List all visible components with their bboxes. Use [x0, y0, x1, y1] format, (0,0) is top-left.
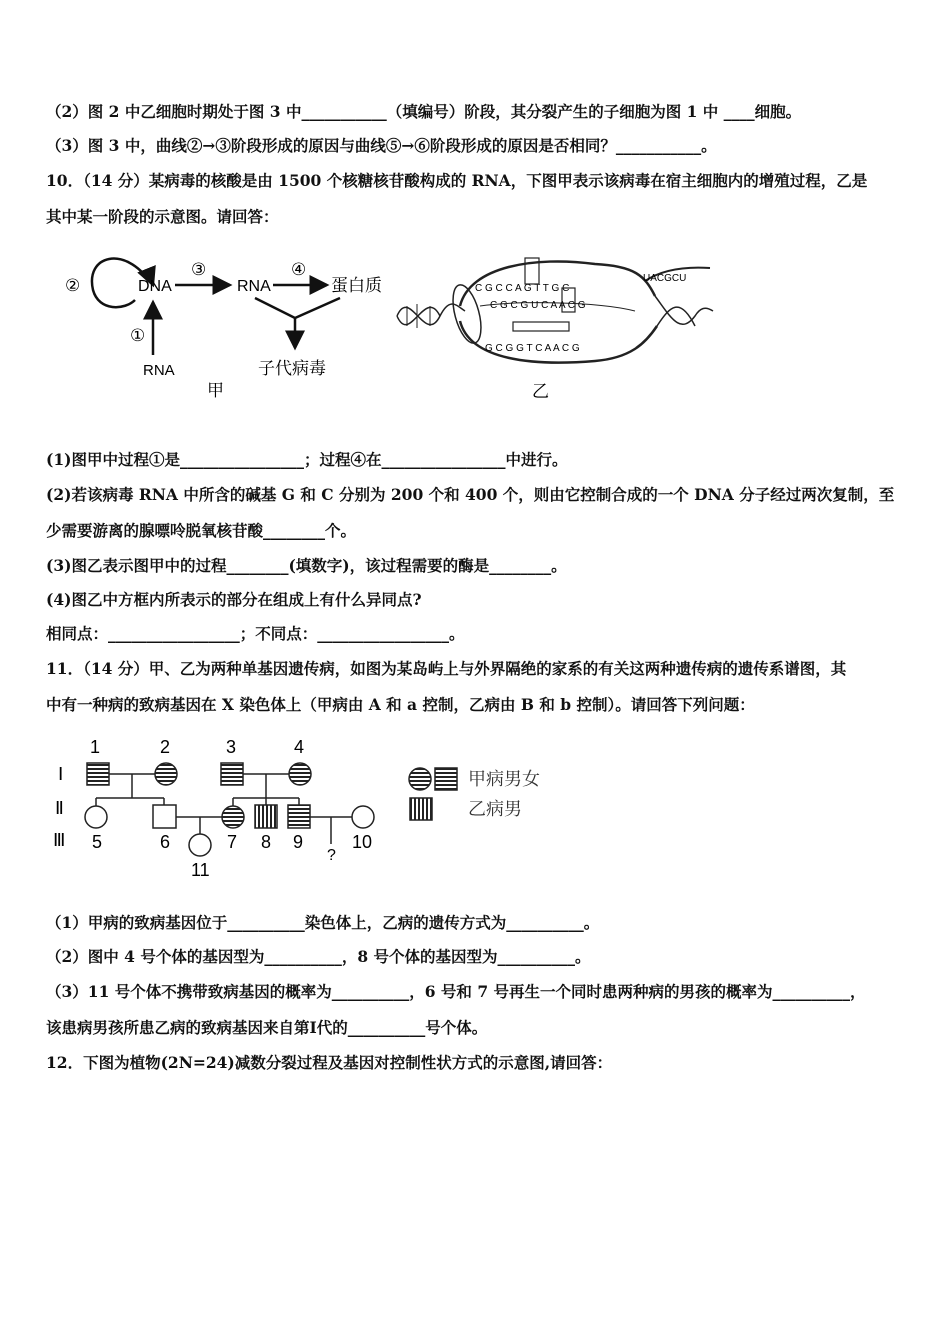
protein-label: 蛋白质 — [331, 276, 382, 295]
id-11: 11 — [191, 860, 210, 880]
q11-sub1: （1）甲病的致病基因位于__________染色体上，乙病的遗传方式为__________。 — [46, 913, 600, 932]
individual-6 — [153, 805, 176, 828]
process-2-label: ② — [65, 276, 81, 295]
gen-1-label: Ⅰ — [58, 764, 64, 784]
caption-jia: 甲 — [207, 381, 224, 400]
id-3: 3 — [226, 737, 237, 757]
individual-3 — [221, 763, 243, 785]
q12-stem: 12．下图为植物(2N=24)减数分裂过程及基因对控制性状方式的示意图,请回答： — [46, 1053, 613, 1072]
individual-4 — [289, 763, 311, 785]
q11-sub3-line2: 该患病男孩所患乙病的致病基因来自第Ⅰ代的__________号个体。 — [46, 1018, 488, 1037]
q10-stem-line2: 其中某一阶段的示意图。请回答： — [46, 207, 279, 226]
top-strand-bases: C G C C A G T T G C — [475, 283, 570, 294]
gen-3-label: Ⅲ — [53, 830, 66, 850]
q10-stem-line1: 10．（14 分）某病毒的核酸是由 1500 个核糖核苷酸构成的 RNA，下图甲表示该病毒在宿主细胞内的增殖过程，乙是 — [46, 171, 868, 190]
id-10: 10 — [352, 832, 373, 852]
individual-2 — [155, 763, 177, 785]
id-1: 1 — [90, 737, 101, 757]
legend-yi-label: 乙病男 — [468, 799, 522, 819]
individual-1 — [87, 763, 109, 785]
q10-sub4: (4)图乙中方框内所表示的部分在组成上有什么异同点? — [46, 590, 422, 609]
rna-bottom-label: RNA — [143, 362, 175, 379]
virus-label: 子代病毒 — [258, 359, 326, 378]
q11-sub3-line1: （3）11 号个体不携带致病基因的概率为__________，6 号和 7 号再生一个同时患两种病的男孩的概率为__________， — [46, 982, 866, 1001]
q9-part2: （2）图 2 中乙细胞时期处于图 3 中___________（填编号）阶段，其分裂产生的子细胞为图 1 中 ____细胞。 — [46, 102, 802, 121]
legend-jia-female — [409, 768, 431, 790]
q11-stem-line2: 中有一种病的致病基因在 X 染色体上（甲病由 A 和 a 控制，乙病由 B 和 b 控制）。请回答下列问题： — [46, 695, 755, 714]
individual-10 — [352, 806, 374, 828]
legend-jia-label: 甲病男女 — [468, 769, 540, 789]
q11-stem-line1: 11．（14 分）甲、乙为两种单基因遗传病，如图为某岛屿上与外界隔绝的家系的有关这两种遗传病的遗传系谱图，其 — [46, 659, 847, 678]
id-6: 6 — [160, 832, 171, 852]
id-5: 5 — [92, 832, 103, 852]
process-4-label: ④ — [291, 260, 307, 279]
unknown-mark: ? — [327, 847, 336, 864]
q10-sub2-line1: (2)若该病毒 RNA 中所含的碱基 G 和 C 分别为 200 个和 400 个，则由它控制合成的一个 DNA 分子经过两次复制，至 — [46, 485, 895, 504]
q10-sub5: 相同点：_________________；不同点：_________________。 — [46, 624, 465, 643]
pedigree-chart — [50, 732, 580, 882]
q10-sub2-line2: 少需要游离的腺嘌呤脱氧核苷酸________个。 — [46, 521, 357, 540]
process-1-label: ① — [130, 326, 146, 345]
rna-label: RNA — [237, 278, 271, 295]
q10-sub1: (1)图甲中过程①是________________；过程④在________________中进行。 — [46, 450, 568, 469]
dna-label: DNA — [138, 278, 172, 295]
individual-9 — [288, 805, 310, 828]
gen-2-label: Ⅱ — [55, 798, 64, 818]
q9-part3: （3）图 3 中，曲线②→③阶段形成的原因与曲线⑤→⑥阶段形成的原因是否相同？___________。 — [46, 136, 717, 155]
id-9: 9 — [293, 832, 304, 852]
legend-jia-male — [435, 768, 457, 790]
box-enzyme — [513, 322, 569, 331]
q10-sub3: (3)图乙表示图甲中的过程________(填数字)，该过程需要的酶是________。 — [46, 556, 567, 575]
individual-11 — [189, 834, 211, 856]
tail-bases: UACGCU — [643, 273, 687, 284]
figure-yi — [395, 236, 715, 406]
individual-8 — [255, 805, 277, 828]
process-3-label: ③ — [191, 260, 207, 279]
id-2: 2 — [160, 737, 171, 757]
figure-jia — [55, 240, 395, 405]
individual-7 — [222, 806, 244, 828]
mid-strand-bases: C G C G U C A A C G — [490, 300, 586, 311]
q11-sub2: （2）图中 4 号个体的基因型为__________，8 号个体的基因型为__________。 — [46, 947, 591, 966]
id-8: 8 — [261, 832, 272, 852]
caption-yi: 乙 — [532, 382, 549, 401]
legend-yi-male — [410, 798, 432, 820]
bottom-strand-bases: G C G G T C A A C G — [485, 343, 580, 354]
individual-5 — [85, 806, 107, 828]
id-7: 7 — [227, 832, 238, 852]
id-4: 4 — [294, 737, 305, 757]
